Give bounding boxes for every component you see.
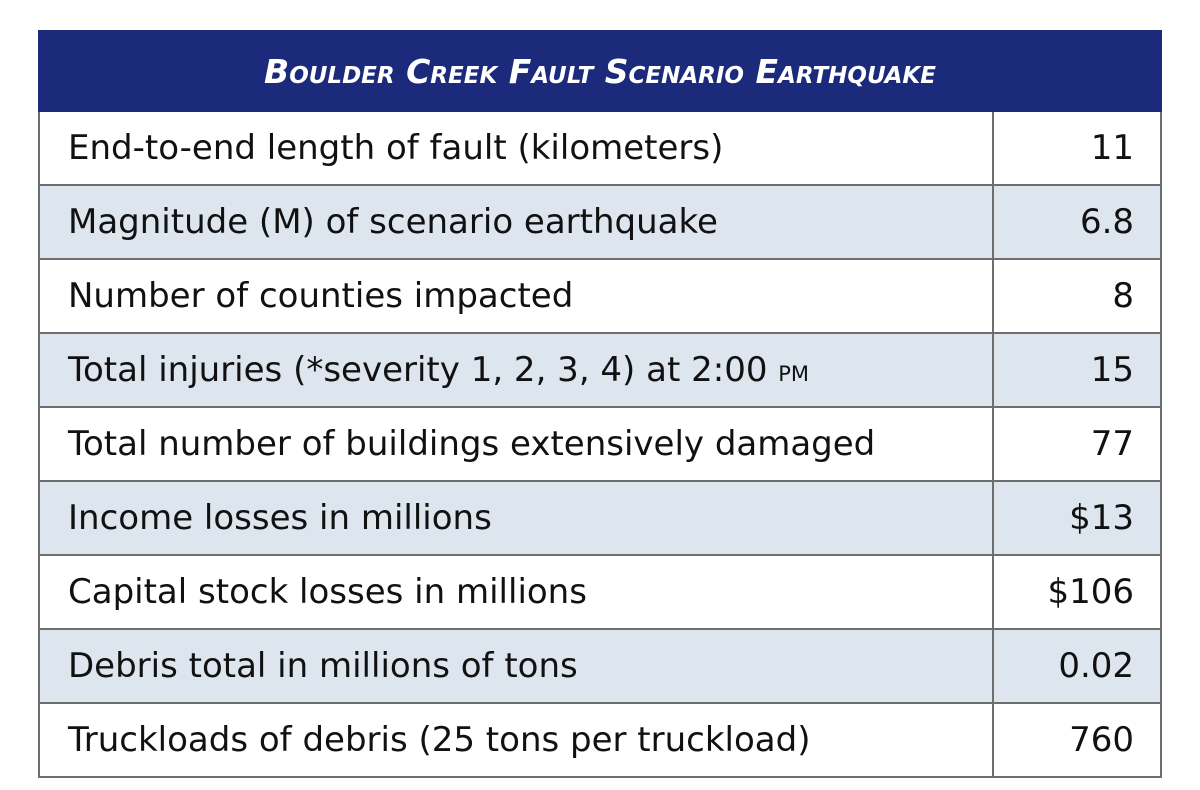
row-value-debris-total: 0.02 — [993, 629, 1161, 703]
row-label-truckloads: Truckloads of debris (25 tons per truckload) — [39, 703, 993, 777]
scenario-table — [38, 30, 1162, 778]
row-value-truckloads: 760 — [993, 703, 1161, 777]
row-value-injuries: 15 — [993, 333, 1161, 407]
row-label-debris-total: Debris total in millions of tons — [39, 629, 993, 703]
row-label-fault-length: End-to-end length of fault (kilometers) — [39, 111, 993, 185]
table-title: Boulder Creek Fault Scenario Earthquake — [39, 31, 1161, 111]
row-value-counties: 8 — [993, 259, 1161, 333]
row-label-income-losses: Income losses in millions — [39, 481, 993, 555]
injuries-label-text: Total injuries (*severity 1, 2, 3, 4) at 2:00 — [68, 350, 779, 390]
row-label-buildings: Total number of buildings extensively damaged — [39, 407, 993, 481]
table-row — [39, 629, 1161, 703]
table-row — [39, 111, 1161, 185]
row-value-buildings: 77 — [993, 407, 1161, 481]
row-value-fault-length: 11 — [993, 111, 1161, 185]
row-value-income-losses: $13 — [993, 481, 1161, 555]
table-row — [39, 259, 1161, 333]
injuries-label-time-suffix: pm — [778, 354, 810, 389]
table-row — [39, 481, 1161, 555]
scenario-table-container — [38, 30, 1160, 778]
row-label-injuries — [39, 333, 993, 407]
table-row — [39, 407, 1161, 481]
table-row — [39, 333, 1161, 407]
row-value-capital-losses: $106 — [993, 555, 1161, 629]
table-row — [39, 185, 1161, 259]
row-label-magnitude: Magnitude (M) of scenario earthquake — [39, 185, 993, 259]
row-value-magnitude: 6.8 — [993, 185, 1161, 259]
row-label-counties: Number of counties impacted — [39, 259, 993, 333]
table-header-row — [39, 31, 1161, 111]
table-row — [39, 703, 1161, 777]
row-label-capital-losses: Capital stock losses in millions — [39, 555, 993, 629]
table-row — [39, 555, 1161, 629]
